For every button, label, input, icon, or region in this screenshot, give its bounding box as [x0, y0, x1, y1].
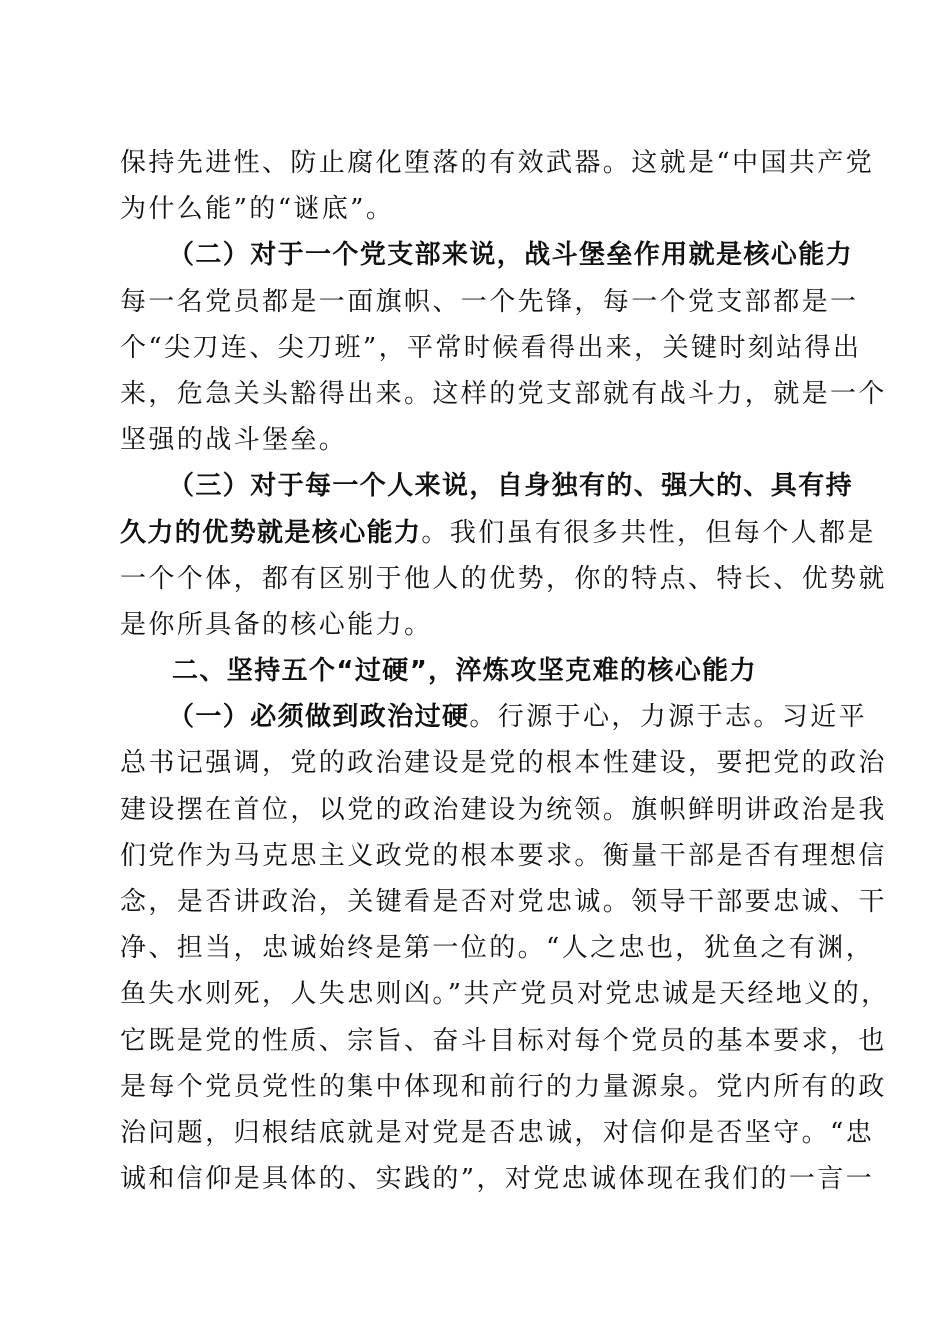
paragraph-line: 治问题，归根结底就是对党是否忠诚，对信仰是否坚守。“忠	[120, 1117, 875, 1148]
paragraph-line: 净、担当，忠诚始终是第一位的。“人之忠也，犹鱼之有渊，	[120, 933, 875, 964]
paragraph-line: 建设摆在首位，以党的政治建设为统领。旗帜鲜明讲政治是我	[120, 794, 887, 825]
paragraph-line: 来，危急关头豁得出来。这样的党支部就有战斗力，就是一个	[120, 378, 887, 409]
document-body	[120, 140, 890, 1202]
paragraph-line: 保持先进性、防止腐化堕落的有效武器。这就是“中国共产党	[120, 148, 875, 178]
paragraph-line: 们党作为马克思主义政党的根本要求。衡量干部是否有理想信	[120, 840, 887, 871]
paragraph-line: 坚强的战斗堡垒。	[120, 425, 348, 456]
paragraph-line: 诚和信仰是具体的、实践的”，对党忠诚体现在我们的一言一	[120, 1164, 875, 1195]
subsection-heading-3: （三）对于每一个人来说，自身独有的、强大的、具有持	[168, 471, 854, 502]
paragraph-line: 一个个体，都有区别于他人的优势，你的特点、特长、优势就	[120, 563, 887, 594]
subsection-heading-1: （一）必须做到政治过硬。行源于心，力源于志。习近平	[168, 702, 868, 733]
paragraph-line: 个“尖刀连、尖刀班”，平常时候看得出来，关键时刻站得出	[120, 332, 862, 363]
paragraph-line: 久力的优势就是核心能力。我们虽有很多共性，但每个人都是	[120, 517, 876, 548]
paragraph-line: 是每个党员党性的集中体现和前行的力量源泉。党内所有的政	[120, 1071, 887, 1102]
paragraph-line: 总书记强调，党的政治建设是党的根本性建设，要把党的政治	[120, 748, 887, 779]
paragraph-line: 为什么能”的“谜底”。	[120, 194, 395, 225]
paragraph-line: 鱼失水则死，人失忠则凶。”共产党员对党忠诚是天经地义的，	[120, 979, 890, 1010]
paragraph-line: 每一名党员都是一面旗帜、一个先锋，每一个党支部都是一	[120, 286, 859, 317]
subsection-heading-2: （二）对于一个党支部来说，战斗堡垒作用就是核心能力	[168, 240, 854, 271]
paragraph-line: 是你所具备的核心能力。	[120, 609, 433, 640]
paragraph-line: 它既是党的性质、宗旨、奋斗目标对每个党员的基本要求，也	[120, 1025, 887, 1056]
section-heading: 二、坚持五个“过硬”，淬炼攻坚克难的核心能力	[172, 656, 757, 687]
paragraph-line: 念，是否讲政治，关键看是否对党忠诚。领导干部要忠诚、干	[120, 887, 887, 917]
